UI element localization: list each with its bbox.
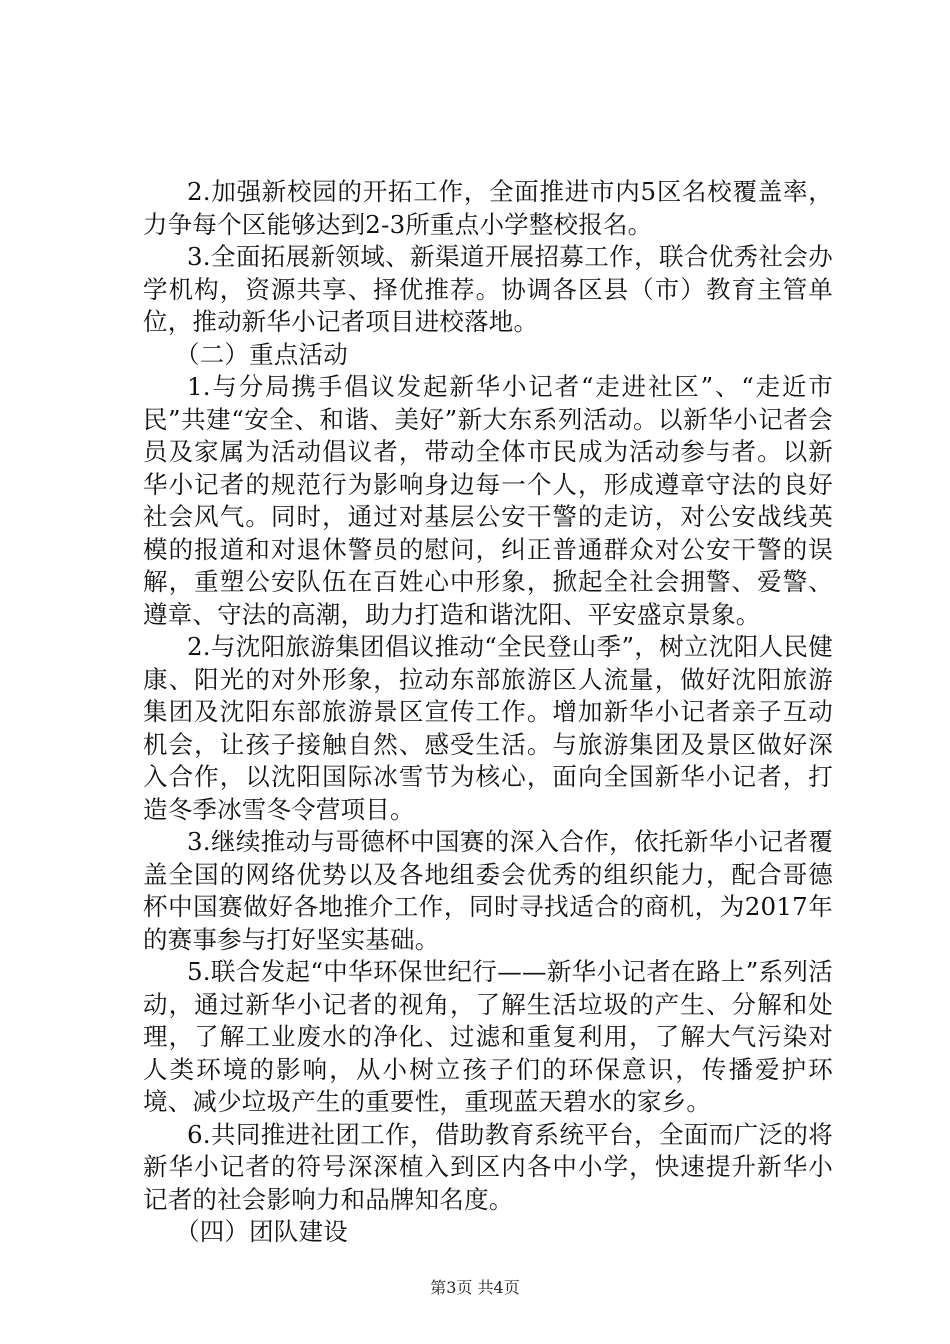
- section-heading-key-activities: （二）重点活动: [175, 339, 348, 369]
- paragraph-police-activity: 1.与分局携手倡议发起新华小记者“走进社区”、“走近市民”共建“安全、和谐、美好”新大东系列活动。以新华小记者会员及家属为活动倡议者，带动全体市民成为活动参与者。以新华小记者的规范行为影响身边每一个人，形成遵章守法的良好社会风气。同时，通过对基层公安干警的走访，对公安战线英模的报道和对退休警员的慰问，纠正普通群众对公安干警的误解，重塑公安队伍在百姓心中形象，掀起全社会拥警、爱警、遵章、守法的高潮，助力打造和谐沈阳、平安盛京景象。: [143, 372, 833, 629]
- section-heading-team-building: （四）团队建设: [175, 1217, 348, 1246]
- page-footer: 第3页 共4页: [430, 1278, 520, 1297]
- paragraph-gothia-cup: 3.继续推动与哥德杯中国赛的深入合作，依托新华小记者覆盖全国的网络优势以及各地组委会优秀的组织能力，配合哥德杯中国赛做好各地推介工作，同时寻找适合的商机，为2017年的赛事参与打好坚实基础。: [143, 827, 833, 954]
- paragraph-club-work: 6.共同推进社团工作，借助教育系统平台，全面而广泛的将新华小记者的符号深深植入到区内各中小学，快速提升新华小记者的社会影响力和品牌知名度。: [143, 1119, 833, 1214]
- paragraph-new-channels: 3.全面拓展新领域、新渠道开展招募工作，联合优秀社会办学机构，资源共享、择优推荐。协调各区县（市）教育主管单位，推动新华小记者项目进校落地。: [143, 242, 833, 336]
- document-body: [143, 176, 833, 1249]
- paragraph-environment-activity: 5.联合发起“中华环保世纪行——新华小记者在路上”系列活动，通过新华小记者的视角，了解生活垃圾的产生、分解和处理，了解工业废水的净化、过滤和重复利用，了解大气污染对人类环境的影响，从小树立孩子们的环保意识，传播爱护环境、减少垃圾产生的重要性，重现蓝天碧水的家乡。: [143, 957, 833, 1116]
- paragraph-tourism-activity: 2.与沈阳旅游集团倡议推动“全民登山季”，树立沈阳人民健康、阳光的对外形象，拉动东部旅游区人流量，做好沈阳旅游集团及沈阳东部旅游景区宣传工作。增加新华小记者亲子互动机会，让孩子接触自然、感受生活。与旅游集团及景区做好深入合作，以沈阳国际冰雪节为核心，面向全国新华小记者，打造冬季冰雪冬令营项目。: [143, 632, 833, 824]
- paragraph-new-campus: 2.加强新校园的开拓工作，全面推进市内5区名校覆盖率，力争每个区能够达到2-3所重点小学整校报名。: [143, 177, 833, 239]
